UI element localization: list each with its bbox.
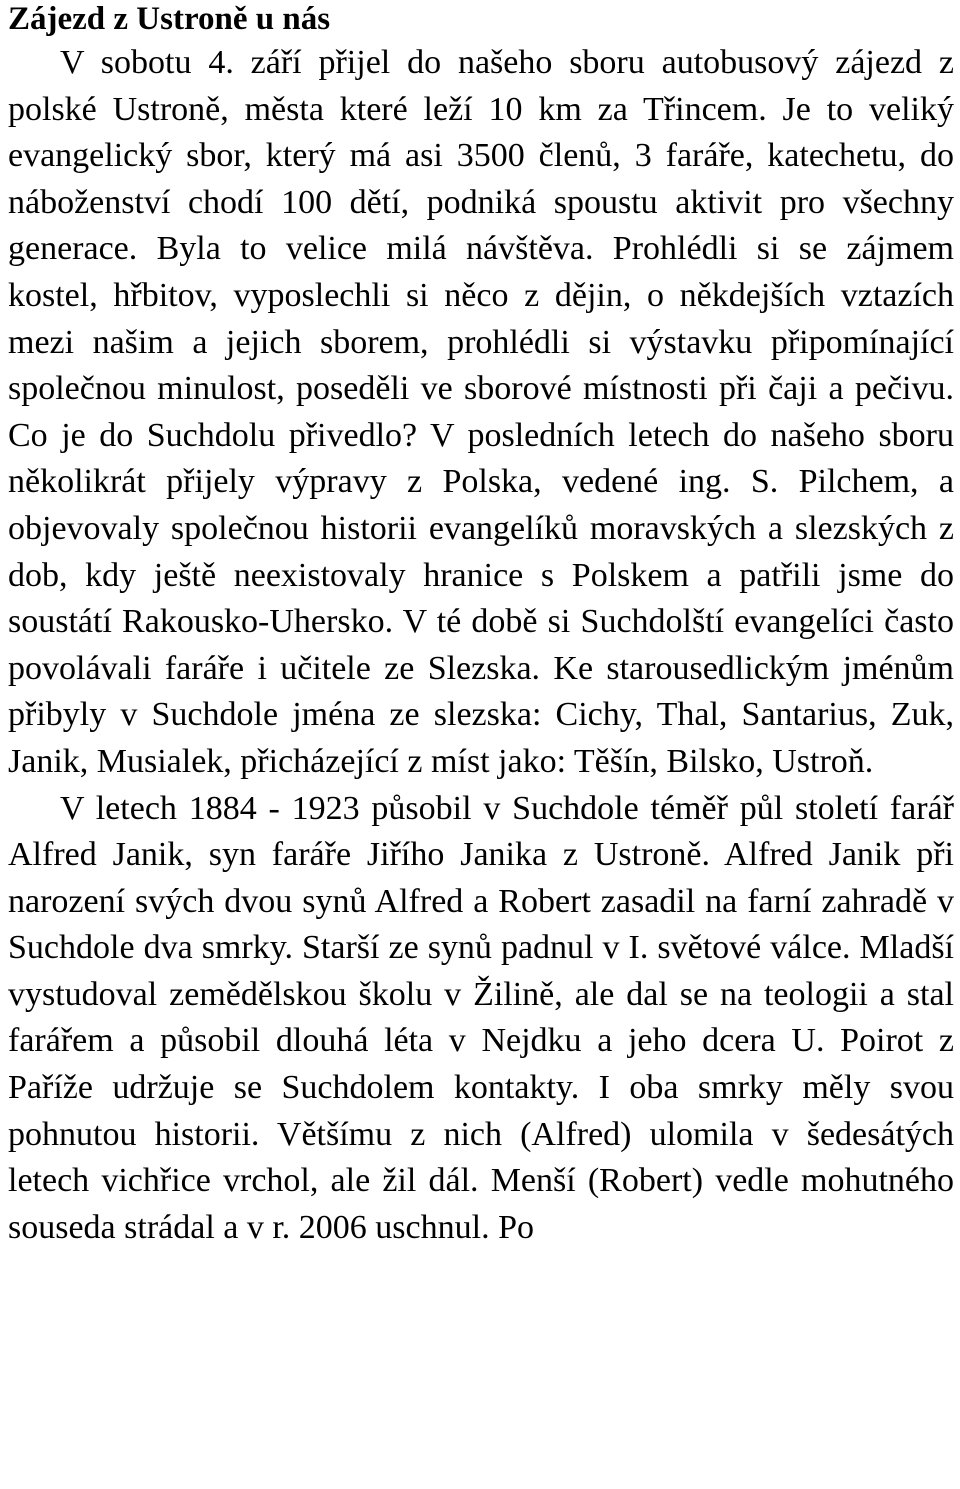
article-title: Zájezd z Ustroně u nás xyxy=(8,1,331,37)
paragraph-ustron-visit: V sobotu 4. září přijel do našeho sboru autobusový zájezd z polské Ustroně, města které leží 10 km za Třincem. Je to veliký evangelický sbor, který má asi 3500 členů, 3 faráře, katechetu, do náboženství chodí 100 dětí, podniká spoustu aktivit pro všechny generace. Byla to velice milá návštěva. Prohlédli si se zájmem kostel, hřbitov, vyposlechli si něco z dějin, o někdejších vztazích mezi našim a jejich sborem, prohlédli si výstavku připomínající společnou minulost, poseděli ve sborové místnosti při čaji a pečivu. Co je do Suchdolu přivedlo? V posledních letech do našeho sboru několikrát přijely výpravy z Polska, vedené ing. S. Pilchem, a objevovaly společnou historii evangelíků moravských a slezských z dob, kdy ještě neexistovaly hranice s Polskem a patřili jsme do soustátí Rakousko-Uhersko. V té době si Suchdolští evangelíci často povolávali faráře i učitele ze Slezska. Ke starousedlickým jménům přibyly v Suchdole jména ze slezska: Cichy, Thal, Santarius, Zuk, Janik, Musialek, přicházející z míst jako: Těšín, Bilsko, Ustroň. xyxy=(8,44,954,780)
paragraph-janik-history: V letech 1884 - 1923 působil v Suchdole téměř půl století farář Alfred Janik, syn faráře Jiřího Janika z Ustroně. Alfred Janik při narození svých dvou synů Alfred a Robert zasadil na farní zahradě v Suchdole dva smrky. Starší ze synů padnul v I. světové válce. Mladší vystudoval zemědělskou školu v Žilině, ale dal se na teologii a stal farářem a působil dlouhá léta v Nejdku a jeho dcera U. Poirot z Paříže udržuje se Suchdolem kontakty. I oba smrky měly svou pohnutou historii. Většímu z nich (Alfred) ulomila v šedesátých letech vichřice vrchol, ale žil dál. Menší (Robert) vedle mohutného souseda strádal a v r. 2006 uschnul. Po xyxy=(8,789,954,1246)
document-page xyxy=(8,0,954,1251)
